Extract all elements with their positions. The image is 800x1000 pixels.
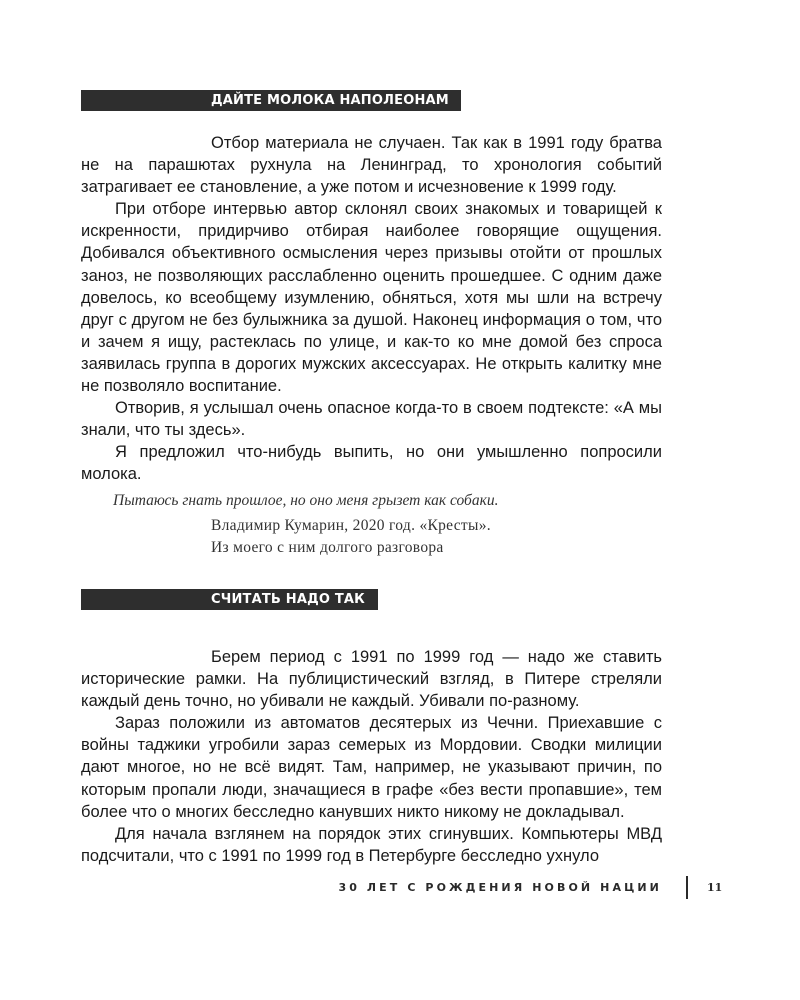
section-heading: СЧИТАТЬ НАДО ТАК (211, 592, 366, 607)
section-body (81, 132, 662, 486)
epigraph-attribution (211, 515, 673, 559)
footer-divider (686, 876, 688, 899)
epigraph (113, 490, 673, 559)
section-heading: ДАЙТЕ МОЛОКА НАПОЛЕОНАМ (211, 93, 449, 108)
epigraph-attribution-line: Из моего с ним долгого разговора (211, 539, 444, 556)
paragraph: Для начала взглянем на порядок этих сгинувших. Компьютеры МВД подсчитали, что с 1991 по 1999 год в Петербурге бесследно ухнуло (81, 824, 662, 865)
paragraph: Зараз положили из автоматов десятерых из Чечни. Приехавшие с войны таджики угробили зараз семерых из Мордовии. Сводки милиции дают многое, но не всё видят. Там, например, не указывают причин, по которым пропали люди, значащиеся в графе «без вести пропавшие», тем более что о многих бесследно канувших никто никому не докладывал. (81, 714, 662, 821)
paragraph: Я предложил что-нибудь выпить, но они умышленно попросили молока. (81, 443, 662, 484)
section-heading-bar (81, 90, 461, 111)
section-body (81, 646, 662, 867)
epigraph-quote: Пытаюсь гнать прошлое, но оно меня грызет как собаки. (113, 492, 499, 509)
paragraph: Отворив, я услышал очень опасное когда-то в своем подтексте: «А мы знали, что ты здесь». (81, 399, 662, 440)
epigraph-attribution-line: Владимир Кумарин, 2020 год. «Кресты». (211, 517, 491, 534)
paragraph: Берем период с 1991 по 1999 год — надо же ставить исторические рамки. На публицистический взгляд, в Питере стреляли каждый день точно, но убивали не каждый. Убивали по-разному. (81, 648, 662, 711)
paragraph: Отбор материала не случаен. Так как в 1991 году братва не на парашютах рухнула на Ленинград, то хронология событий затрагивает ее становление, а уже потом и исчезновение к 1999 году. (81, 134, 662, 197)
running-title: 30 ЛЕТ С РОЖДЕНИЯ НОВОЙ НАЦИИ (338, 881, 662, 894)
section-heading-bar (81, 589, 378, 610)
page-number: 11 (707, 881, 723, 894)
paragraph: При отборе интервью автор склонял своих знакомых и товарищей к искренности, придирчиво отбирая наиболее говорящие ощущения. Добивался объективного осмысления через призывы отойти от прошлых заноз, не позволяющих расслабленно оценить прошедшее. С одним даже довелось, ко всеобщему изумлению, обняться, хотя мы шли на встречу друг с другом не без булыжника за душой. Наконец информация о том, что и зачем я ищу, растеклась по улице, и как-то ко мне домой без спроса заявилась группа в дорогих мужских аксессуарах. Не открыть калитку мне не позволяло воспитание. (81, 200, 662, 396)
